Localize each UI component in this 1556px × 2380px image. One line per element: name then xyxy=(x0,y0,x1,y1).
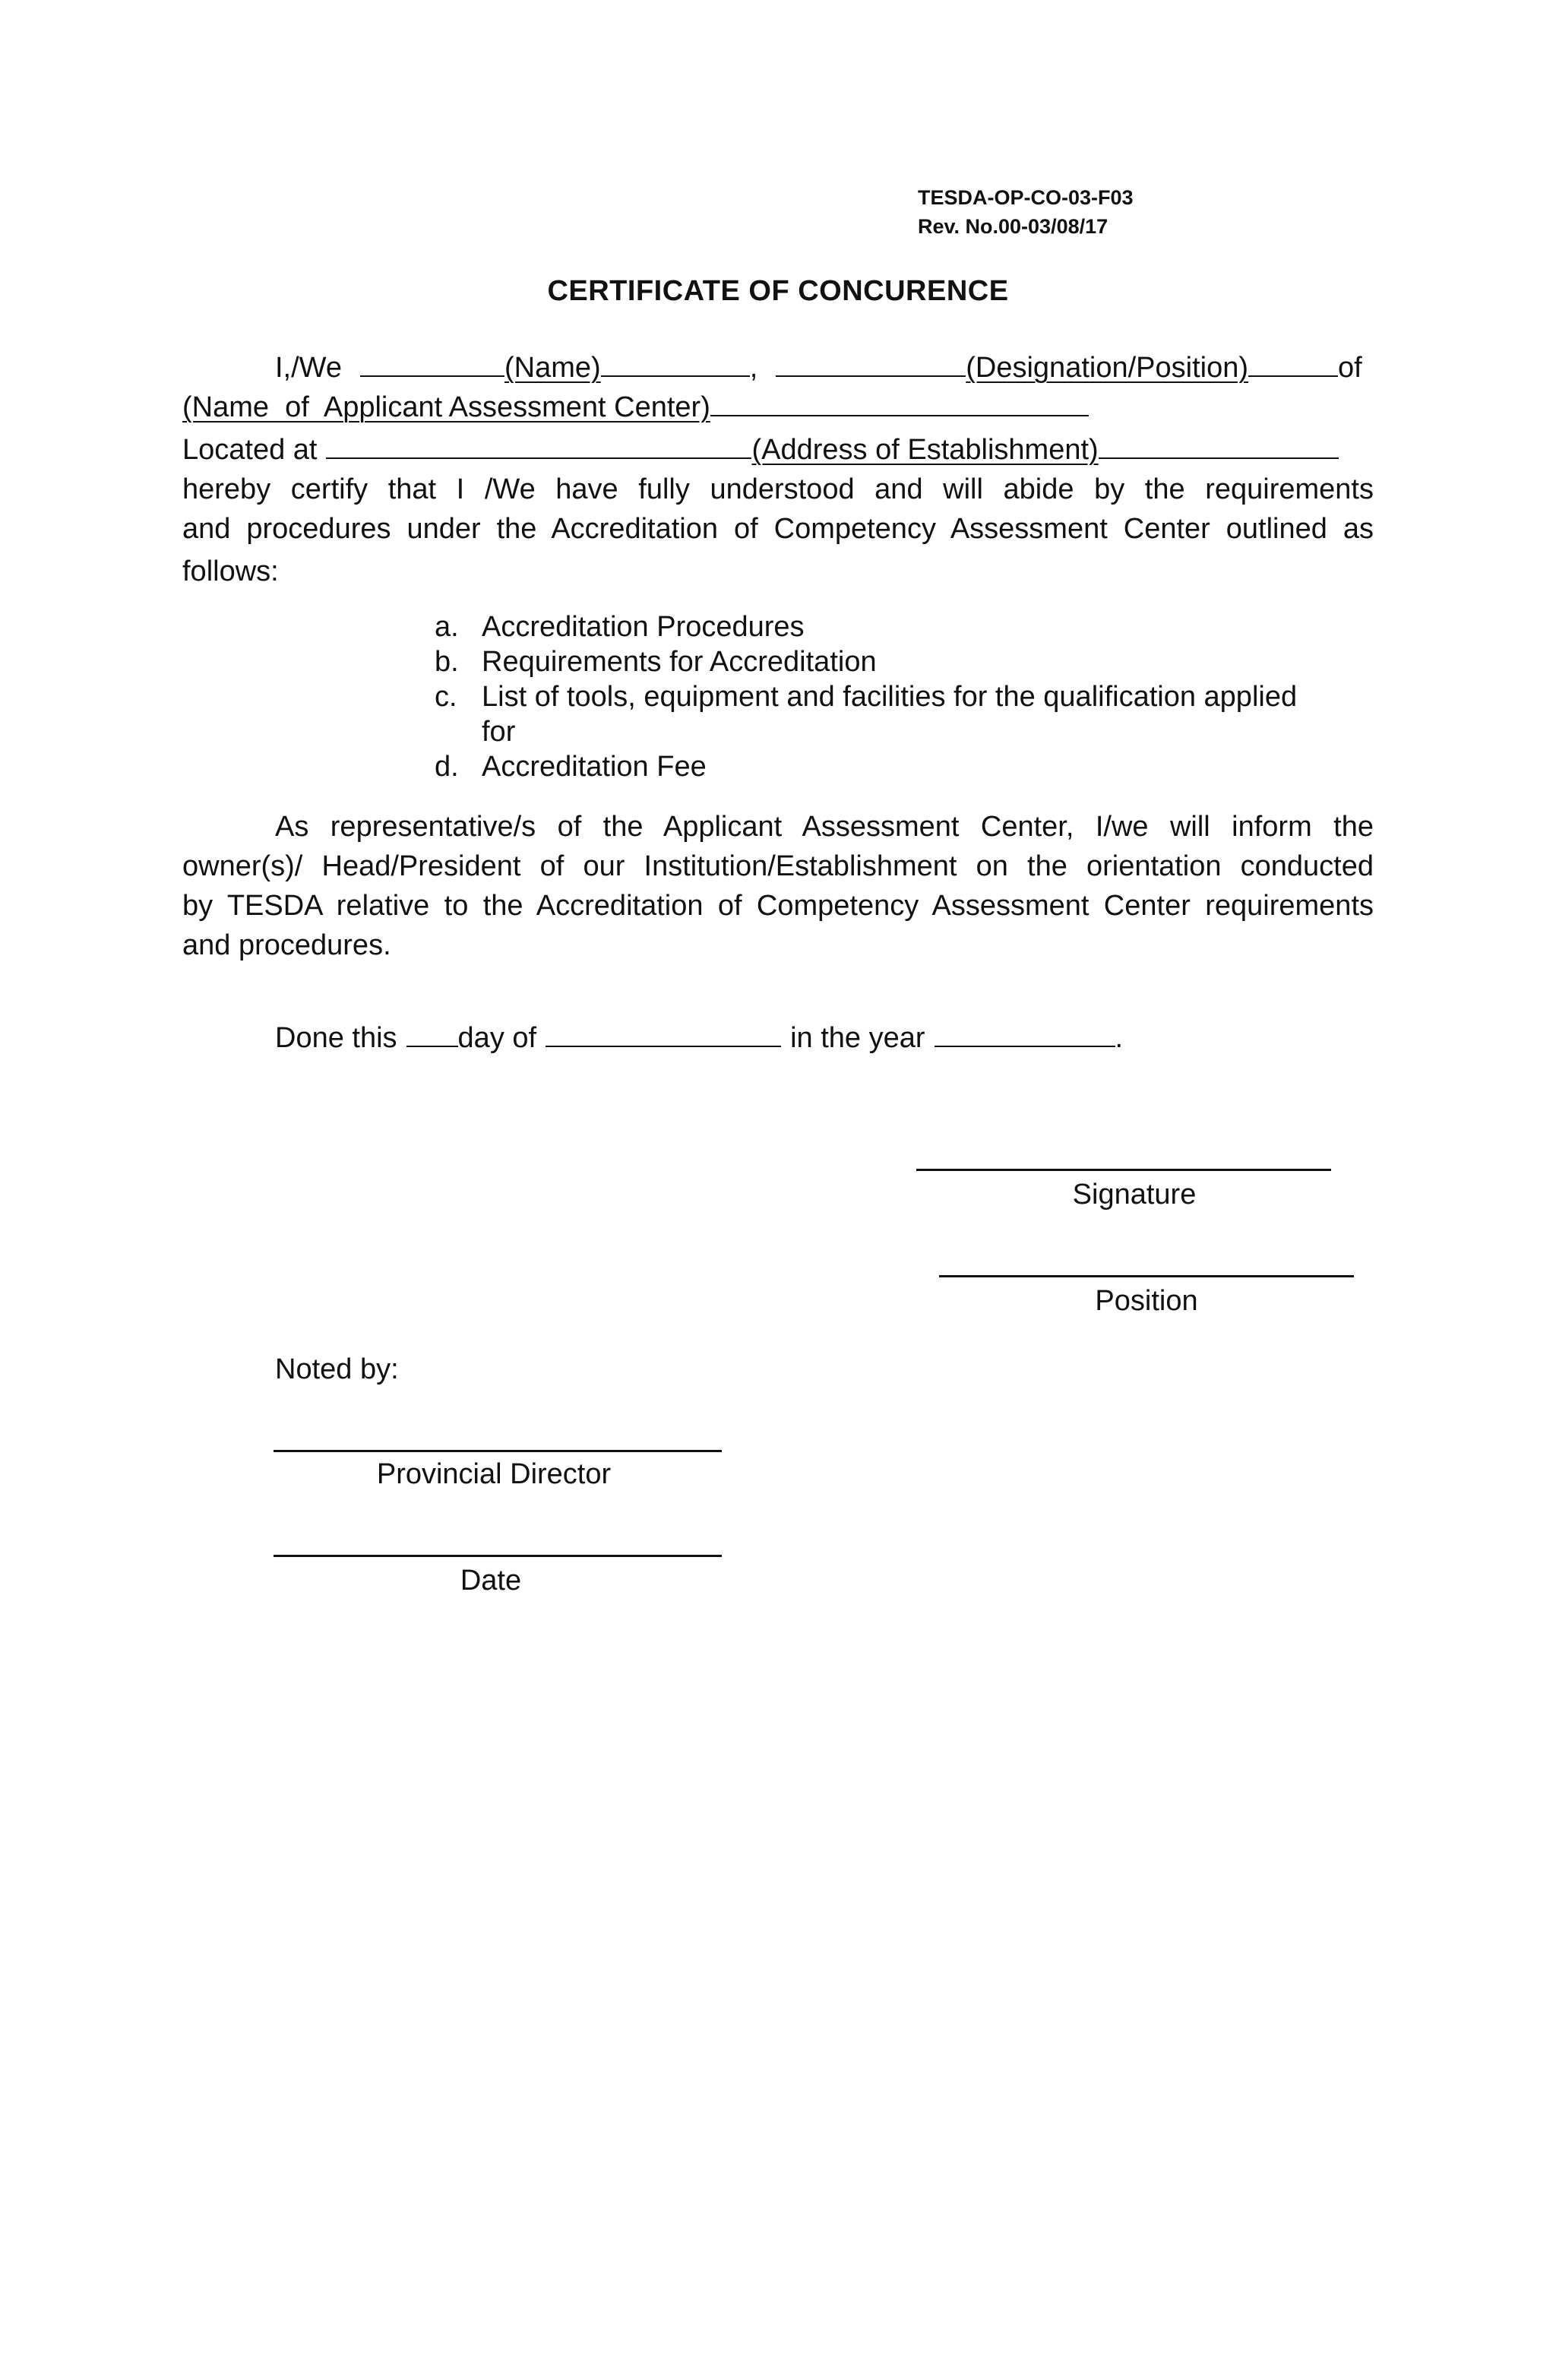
address-blank-right[interactable] xyxy=(1099,429,1339,459)
date-label: Date xyxy=(460,1565,522,1597)
para2-line4: and procedures. xyxy=(182,929,391,961)
designation-blank-right[interactable] xyxy=(1248,347,1338,377)
center-field[interactable]: (Name of Applicant Assessment Center) xyxy=(182,391,710,423)
list-label: d. xyxy=(435,751,459,783)
list-label: c. xyxy=(435,681,457,713)
para1-line3 xyxy=(182,429,1339,470)
name-field[interactable]: (Name) xyxy=(504,352,601,384)
signature-line[interactable] xyxy=(916,1169,1331,1171)
list-text-continued: for xyxy=(482,716,516,748)
list-text: Requirements for Accreditation xyxy=(482,646,877,678)
provincial-director-line[interactable] xyxy=(274,1450,722,1452)
year-blank[interactable] xyxy=(935,1017,1115,1047)
center-blank[interactable] xyxy=(710,386,1089,416)
designation-field[interactable]: (Designation/Position) xyxy=(966,352,1248,384)
para2-line2: owner(s)/ Head/President of our Institution/Establishment on the orientation conducted xyxy=(182,850,1374,882)
day-of-text: day of xyxy=(457,1022,537,1054)
para1-line2 xyxy=(182,386,1089,427)
done-this-text: Done this xyxy=(275,1022,397,1054)
done-line xyxy=(275,1017,1123,1058)
list-text: Accreditation Fee xyxy=(482,751,707,783)
day-blank[interactable] xyxy=(406,1017,458,1047)
para2-line3: by TESDA relative to the Accreditation of Competency Assessment Center requirements xyxy=(182,890,1374,922)
name-blank-left[interactable] xyxy=(360,347,504,377)
month-blank[interactable] xyxy=(546,1017,781,1047)
para1-line6: follows: xyxy=(182,555,279,587)
iwe-text: I,/We xyxy=(275,352,342,384)
provincial-director-label: Provincial Director xyxy=(376,1458,612,1490)
list-text: Accreditation Procedures xyxy=(482,611,805,643)
list-label: b. xyxy=(435,646,459,678)
designation-blank-left[interactable] xyxy=(776,347,966,377)
revision-number: Rev. No.00-03/08/17 xyxy=(918,215,1108,238)
period: . xyxy=(1115,1022,1124,1054)
list-item xyxy=(435,749,1378,784)
position-line[interactable] xyxy=(939,1275,1354,1277)
para1-line1 xyxy=(275,347,1375,388)
para1-line5: and procedures under the Accreditation of Competency Assessment Center outlined as xyxy=(182,513,1374,545)
comma: , xyxy=(749,352,758,384)
address-blank-left[interactable] xyxy=(326,429,751,459)
date-line[interactable] xyxy=(274,1555,722,1557)
requirements-list xyxy=(435,609,1378,784)
located-at-text: Located at xyxy=(182,434,318,466)
para2-line1: As representative/s of the Applicant Assessment Center, I/we will inform the xyxy=(275,811,1374,843)
list-item xyxy=(435,609,1378,644)
list-text: List of tools, equipment and facilities for the qualification applied xyxy=(482,681,1298,713)
address-field[interactable]: (Address of Establishment) xyxy=(751,434,1099,466)
position-label: Position xyxy=(1095,1285,1198,1317)
in-the-year-text: in the year xyxy=(790,1022,925,1054)
signature-label: Signature xyxy=(1072,1179,1197,1211)
noted-by-label: Noted by: xyxy=(275,1353,399,1385)
document-title: CERTIFICATE OF CONCURENCE xyxy=(547,275,1009,307)
list-item xyxy=(435,644,1378,679)
list-label: a. xyxy=(435,611,459,643)
para1-line4: hereby certify that I /We have fully understood and will abide by the requirements xyxy=(182,473,1374,505)
name-blank-right[interactable] xyxy=(601,347,750,377)
form-code: TESDA-OP-CO-03-F03 xyxy=(918,186,1134,209)
of-text: of xyxy=(1338,352,1362,384)
list-item xyxy=(435,679,1378,749)
